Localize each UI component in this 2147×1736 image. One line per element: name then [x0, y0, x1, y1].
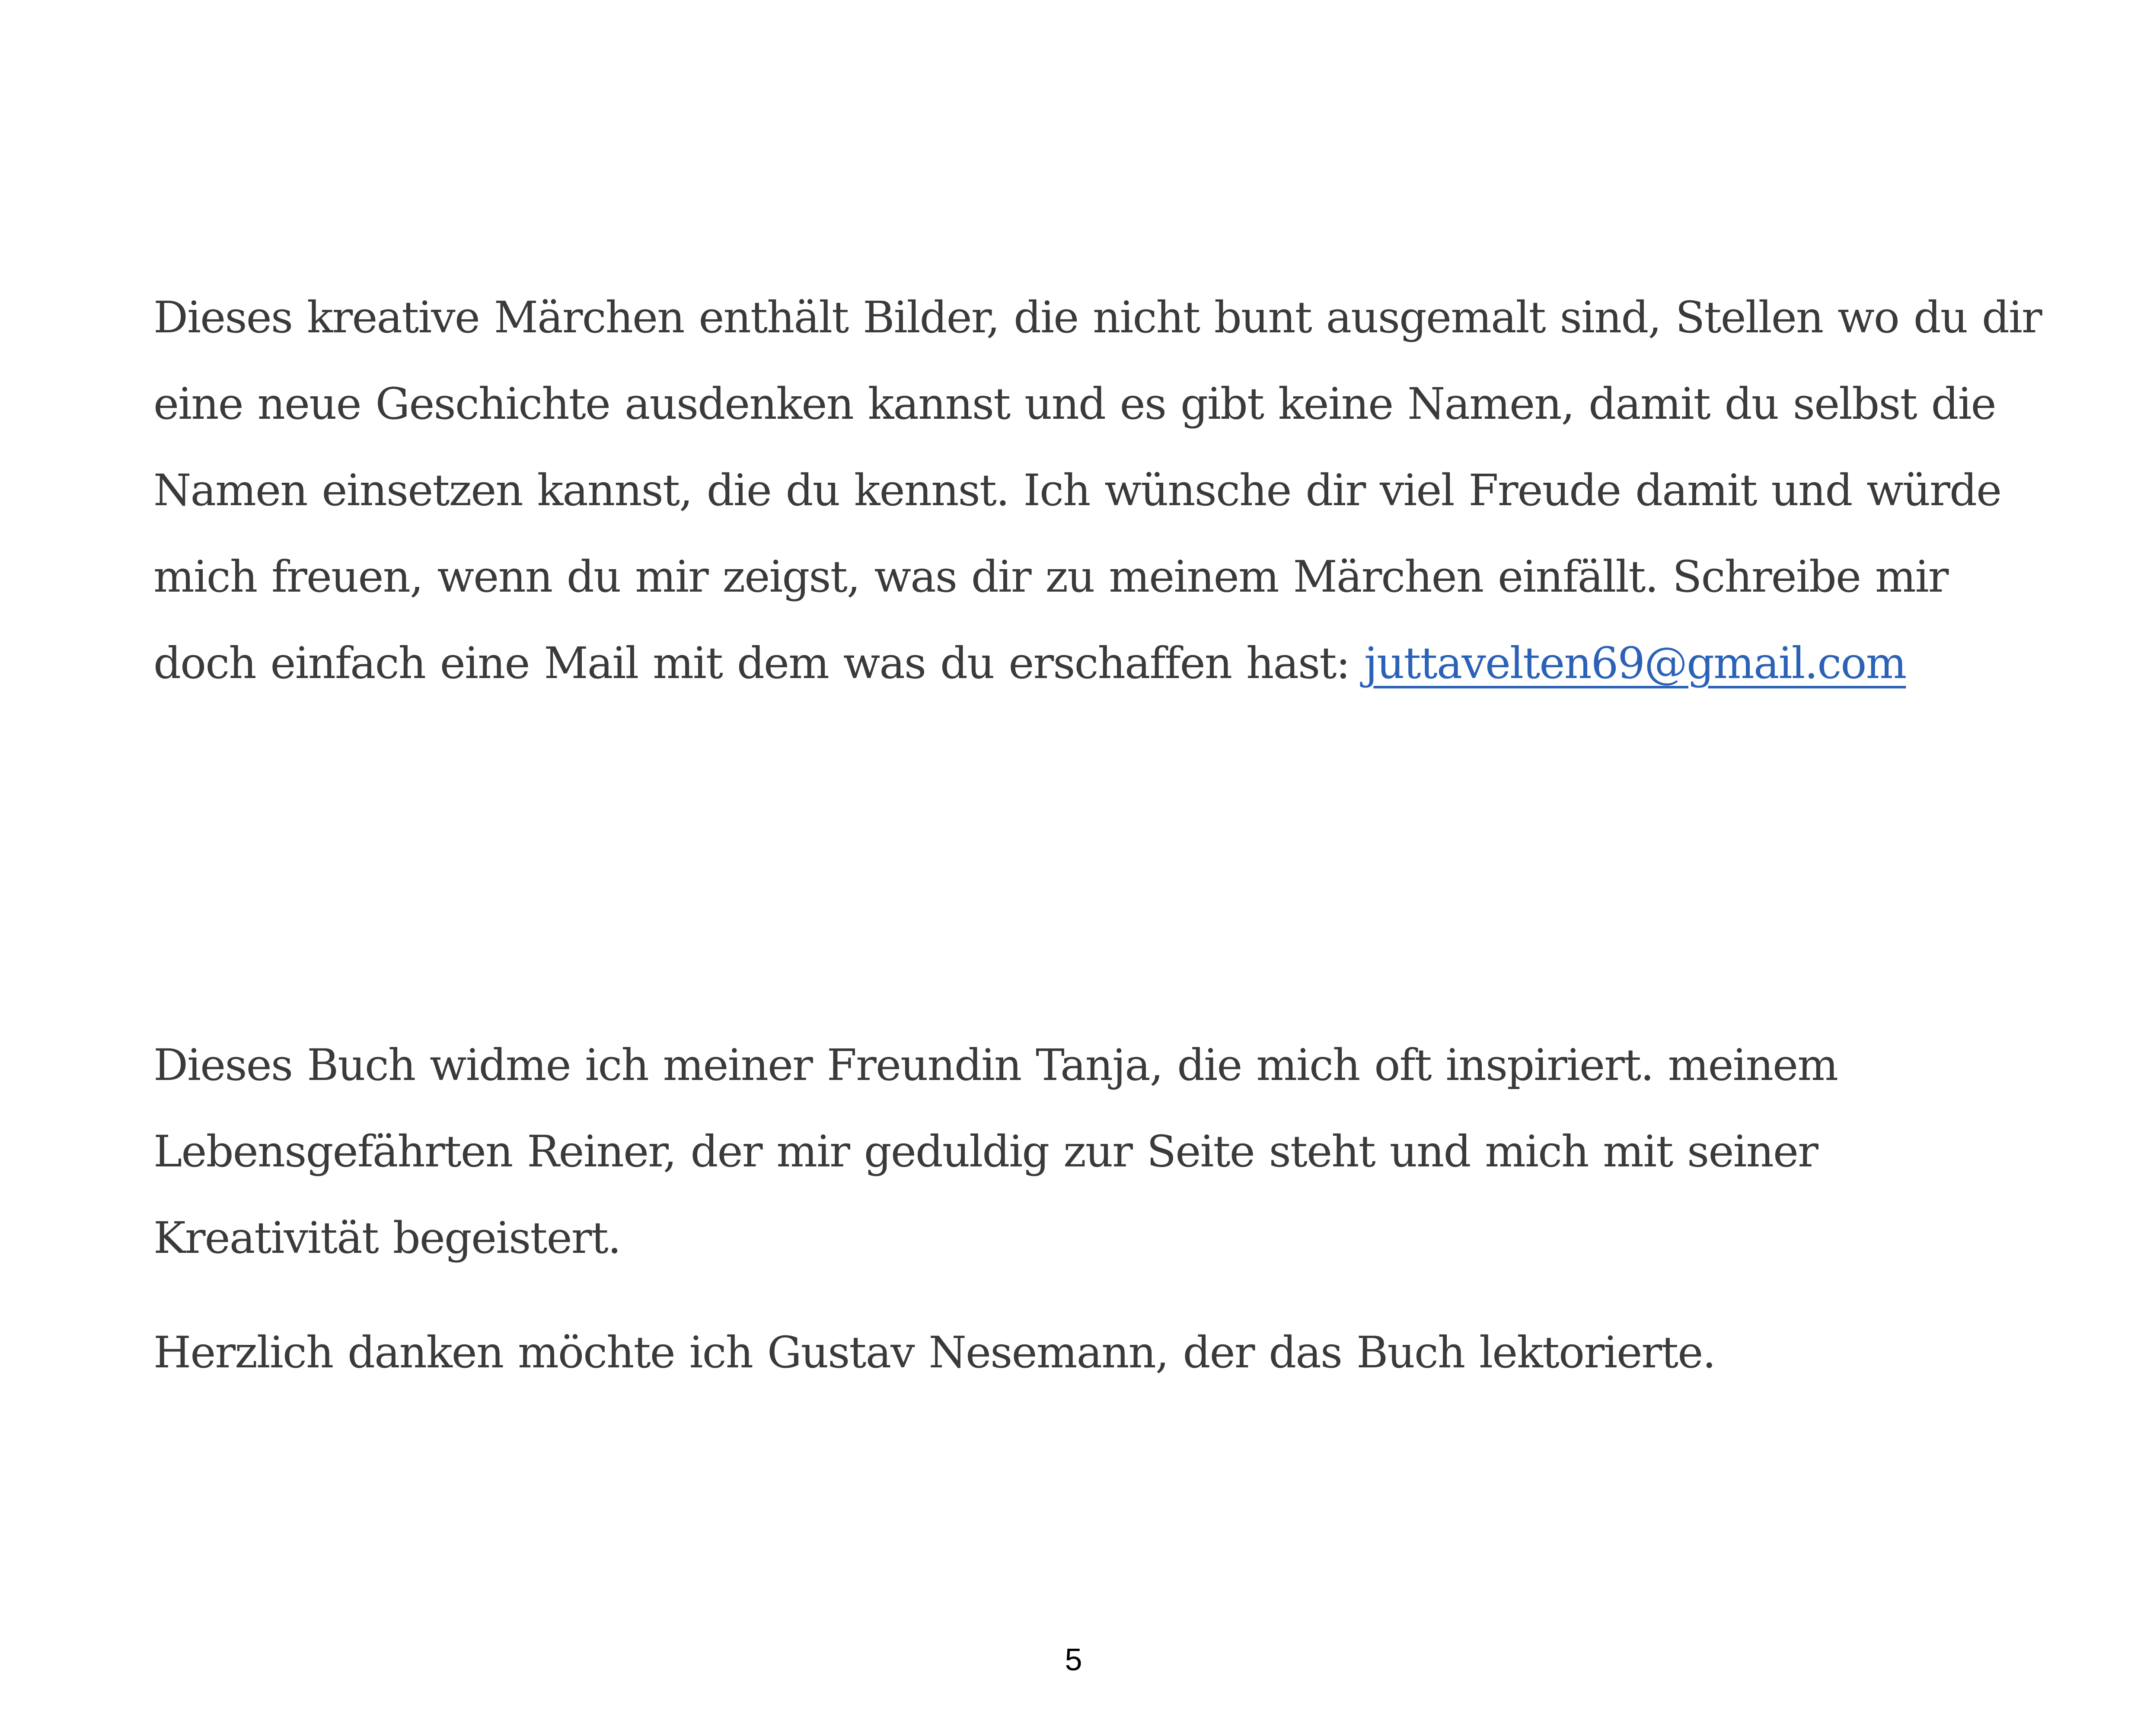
- email-link[interactable]: juttavelten69@gmail.com: [1364, 638, 1906, 688]
- intro-text-container: [153, 274, 2047, 707]
- intro-paragraph: [153, 274, 2047, 707]
- dedication-text: Dieses Buch widme ich meiner Freundin Tanja, die mich oft inspiriert. meinem Lebensgefährten Reiner, der mir geduldig zur Seite steht und mich mit seiner Kreativität begeistert.: [153, 1040, 1838, 1263]
- intro-text: Dieses kreative Märchen enthält Bilder, die nicht bunt ausgemalt sind, Stellen wo du dir eine neue Geschichte ausdenken kannst und es gibt keine Namen, damit du selbst die Namen einsetzen kannst, die du kennst. Ich wünsche dir viel Freude damit und würde mich freuen, wenn du mir zeigst, was dir zu meinem Märchen einfällt. Schreibe mir doch einfach eine Mail mit dem was du erschaffen hast:: [153, 292, 2042, 688]
- thanks-paragraph: [153, 1309, 2047, 1396]
- page-number: 5: [1065, 1643, 1082, 1677]
- dedication-paragraph: [153, 1022, 2047, 1281]
- thanks-text: Herzlich danken möchte ich Gustav Nesemann, der das Buch lektorierte.: [153, 1327, 1716, 1378]
